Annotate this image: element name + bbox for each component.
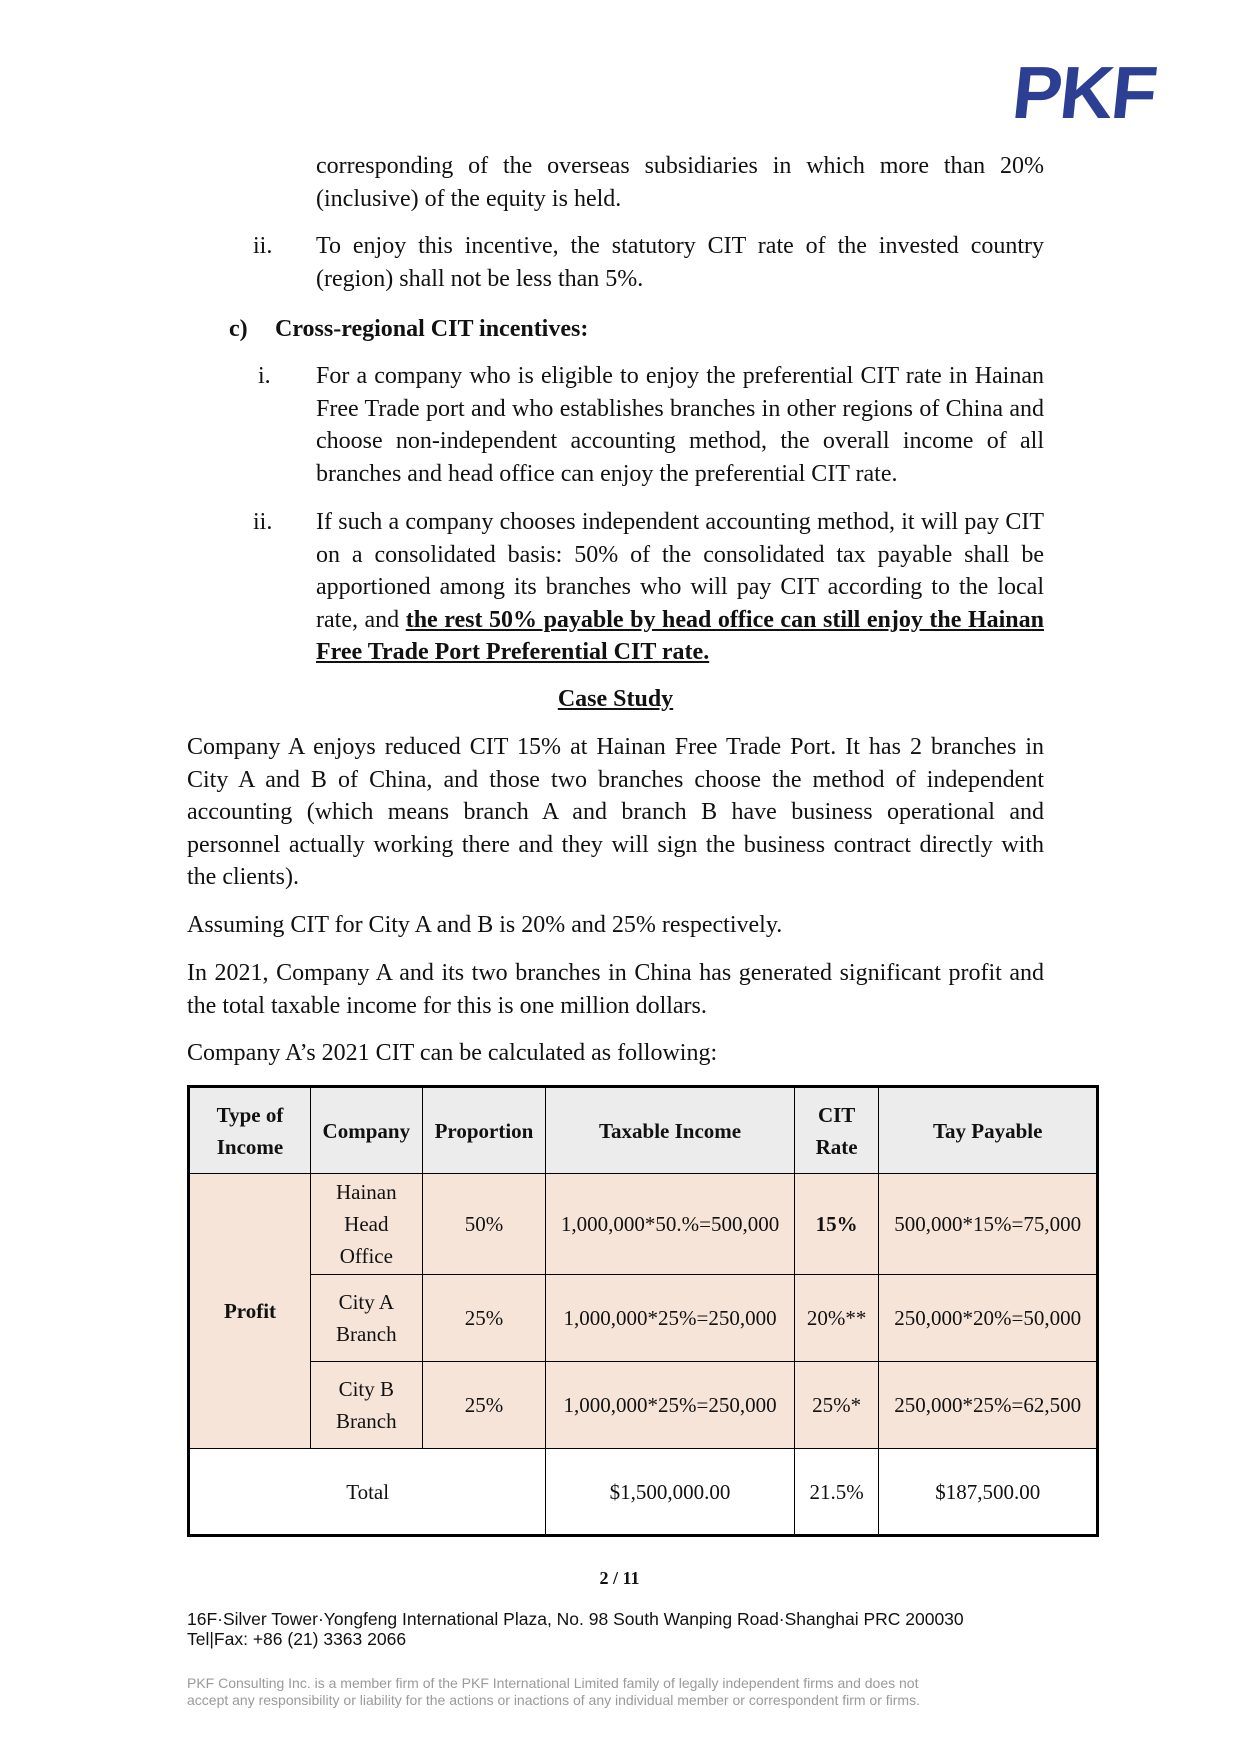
total-label-cell: Total <box>189 1449 546 1536</box>
disclaimer-line: PKF Consulting Inc. is a member firm of the PKF International Limited family of legally independent firms and does not <box>187 1675 919 1691</box>
proportion-cell: 25% <box>422 1275 546 1362</box>
section-c-title: Cross-regional CIT incentives: <box>275 316 589 342</box>
cit-rate-cell: 20%** <box>794 1275 879 1362</box>
table-header-row <box>189 1087 1098 1174</box>
cit-calculation-table <box>187 1085 1099 1537</box>
cit-rate-cell: 25%* <box>794 1362 879 1449</box>
tax-payable-cell: 500,000*15%=75,000 <box>879 1174 1098 1275</box>
case-paragraph: Company A enjoys reduced CIT 15% at Hainan Free Trade Port. It has 2 branches in City A and B of China, and those two branches choose the method of independent accounting (which means branch A and branch B have business operational and personnel actually working there and they will sign the business contract directly with the clients). <box>187 734 1044 890</box>
table-total-row <box>189 1449 1098 1536</box>
case-paragraph: Company A’s 2021 CIT can be calculated as following: <box>187 1040 718 1066</box>
disclaimer-line: accept any responsibility or liability for the actions or inactions of any individual member or correspondent firm or firms. <box>187 1692 920 1708</box>
header-proportion: Proportion <box>422 1087 546 1174</box>
case-study-title: Case Study <box>557 686 674 712</box>
total-tax-payable-cell: $187,500.00 <box>879 1449 1098 1536</box>
table-row <box>189 1275 1098 1362</box>
continued-paragraph: corresponding of the overseas subsidiaries in which more than 20% (inclusive) of the equity is held. <box>316 153 1044 212</box>
tax-payable-cell: 250,000*25%=62,500 <box>879 1362 1098 1449</box>
header-cit-rate: CIT Rate <box>794 1087 879 1174</box>
item-ii-paragraph-c <box>316 506 1044 669</box>
table-row <box>189 1362 1098 1449</box>
company-cell: City B Branch <box>310 1362 422 1449</box>
item-i-paragraph: For a company who is eligible to enjoy the preferential CIT rate in Hainan Free Trade port and who establishes branches in other regions of China and choose non-independent accounting method, the overall income of all branches and head office can enjoy the preferential CIT rate. <box>316 363 1044 487</box>
footer-address <box>187 1609 964 1649</box>
address-line: 16F·Silver Tower·Yongfeng International Plaza, No. 98 South Wanping Road·Shanghai PRC 200030 <box>187 1609 964 1629</box>
tax-payable-cell: 250,000*20%=50,000 <box>879 1275 1098 1362</box>
income-type-cell: Profit <box>189 1174 311 1449</box>
item-ii-emphasis: the rest 50% payable by head office can still enjoy the Hainan Free Trade Port Preferential CIT rate. <box>316 606 1044 665</box>
header-taxable-income: Taxable Income <box>546 1087 795 1174</box>
taxable-income-cell: 1,000,000*50.%=500,000 <box>546 1174 795 1275</box>
cit-rate-cell: 15% <box>794 1174 879 1275</box>
numeral-ii: ii. <box>253 233 273 259</box>
case-paragraph: In 2021, Company A and its two branches in China has generated significant profit and the total taxable income for this is one million dollars. <box>187 960 1044 1019</box>
header-type-of-income: Type of Income <box>189 1087 311 1174</box>
company-cell: City A Branch <box>310 1275 422 1362</box>
numeral-ii: ii. <box>253 509 273 535</box>
numeral-i: i. <box>258 363 271 389</box>
page-number: 2 / 11 <box>599 1568 640 1588</box>
company-cell: Hainan Head Office <box>310 1174 422 1275</box>
item-ii-text: If such a company chooses independent accounting method, it will pay CIT on a consolidated basis: 50% of the consolidated tax payable shall be apportioned among its branches who will pay CIT according to the local rate, and <box>316 509 1044 633</box>
table-row <box>189 1174 1098 1275</box>
proportion-cell: 50% <box>422 1174 546 1275</box>
total-taxable-income-cell: $1,500,000.00 <box>546 1449 795 1536</box>
header-tax-payable: Tay Payable <box>879 1087 1098 1174</box>
taxable-income-cell: 1,000,000*25%=250,000 <box>546 1275 795 1362</box>
taxable-income-cell: 1,000,000*25%=250,000 <box>546 1362 795 1449</box>
case-paragraph: Assuming CIT for City A and B is 20% and 25% respectively. <box>187 912 783 938</box>
item-ii-paragraph: To enjoy this incentive, the statutory CIT rate of the invested country (region) shall not be less than 5%. <box>316 233 1044 292</box>
proportion-cell: 25% <box>422 1362 546 1449</box>
phone-line: Tel|Fax: +86 (21) 3363 2066 <box>187 1629 407 1649</box>
pkf-logo: PKF <box>1008 51 1160 134</box>
section-c-heading <box>229 313 588 346</box>
section-c-label: c) <box>229 316 248 342</box>
footer-disclaimer <box>187 1675 920 1709</box>
header-company: Company <box>310 1087 422 1174</box>
total-cit-rate-cell: 21.5% <box>794 1449 879 1536</box>
